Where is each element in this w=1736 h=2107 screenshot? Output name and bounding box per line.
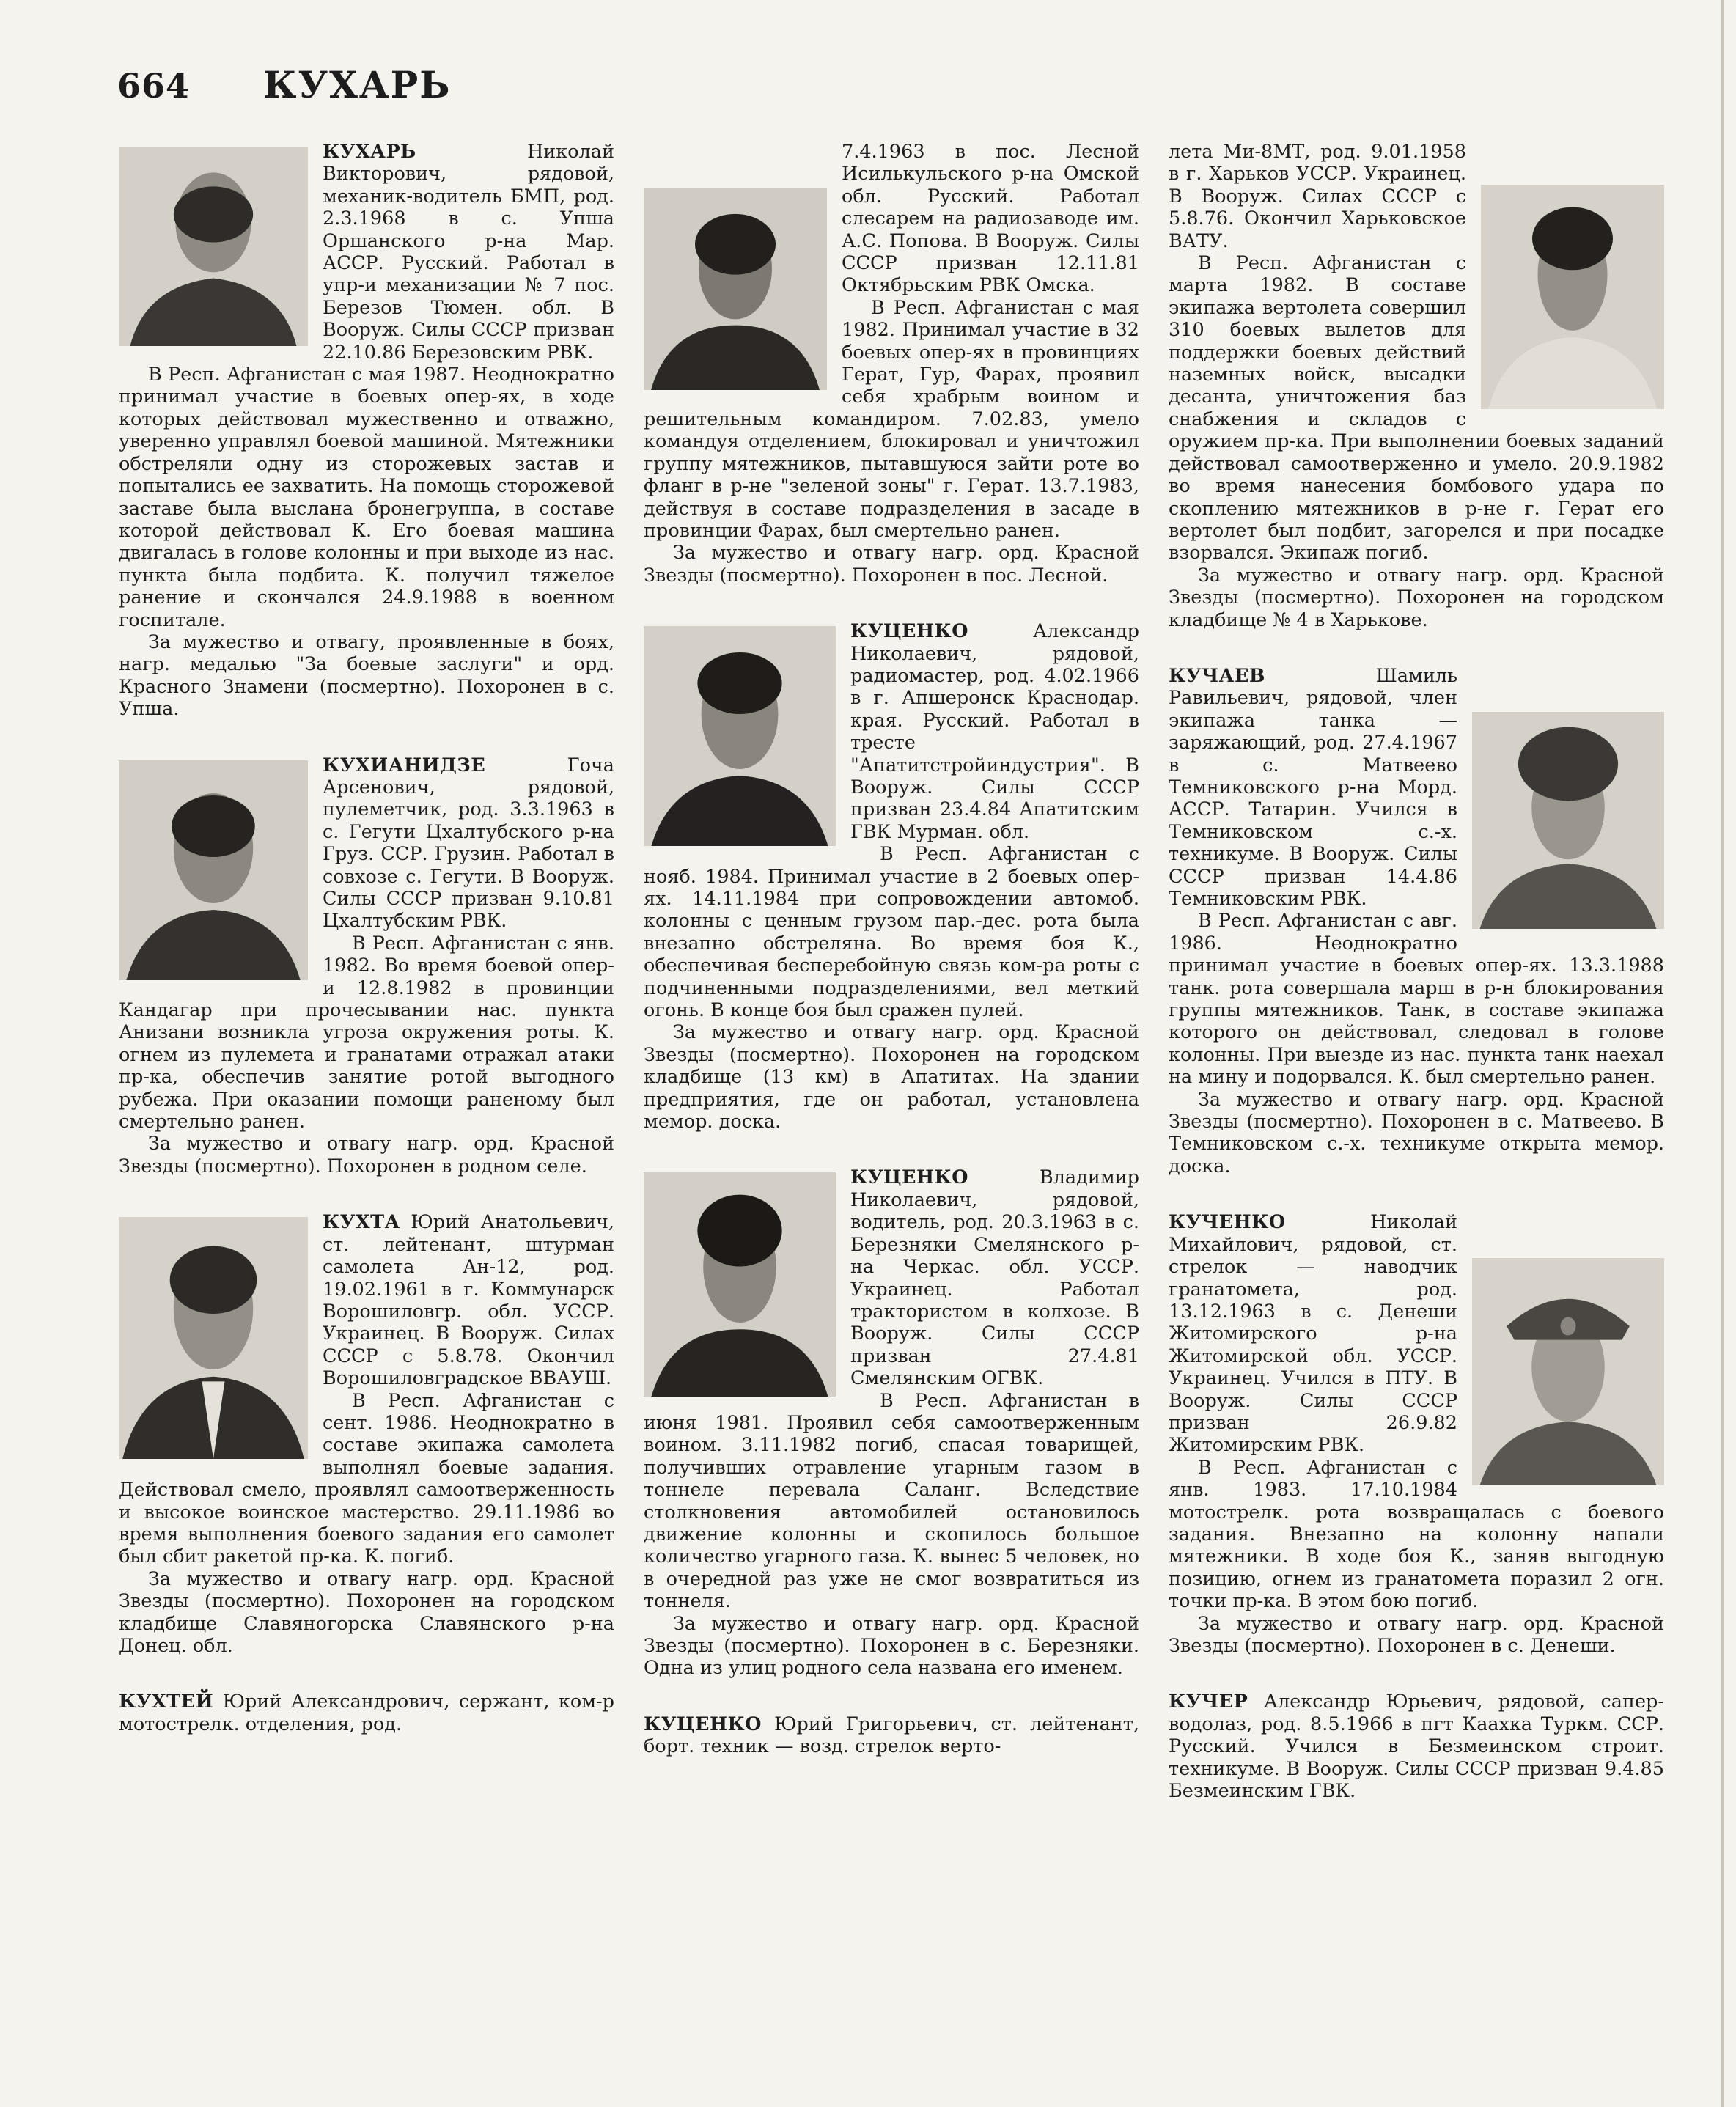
portrait-photo (119, 1217, 308, 1459)
biography-entry (644, 620, 1139, 1133)
biography-entry (119, 754, 614, 1178)
entry-paragraph: За мужество и отвагу нагр. орд. Красной Звезды (посмертно). Похоронен на городском кладбище Славяногорска Славянского р-на Донец. обл. (119, 1567, 614, 1657)
column-1 (119, 141, 614, 1769)
portrait-photo (644, 188, 827, 390)
entry-paragraph: За мужество и отвагу нагр. орд. Красной Звезды (посмертно). Похоронен в с. Матвеево. В Темниковском с.-х. техникуме открыта мемор. доска. (1169, 1088, 1664, 1177)
entry-lead: Юрий Григорьевич, ст. лейтенант, борт. техник — возд. стрелок верто- (644, 1713, 1139, 1758)
biography-entry-continued (644, 141, 1139, 586)
entry-paragraph: В Респ. Афганистан с марта 1982. В составе экипажа вертолета совершил 310 боевых вылетов для поддержки боевых действий наземных войск, высадки десанта, уничтожения баз снабжения и складов с оружием пр-ка. При выполнении боевых заданий действовал самоотверженно и умело. 20.9.1982 во время нанесения бомбового удара по скоплению мятежников в р-не г. Герат его вертолет был подбит, загорелся и при посадке взорвался. Экипаж погиб. (1169, 252, 1664, 565)
portrait-photo (1481, 185, 1664, 409)
entry-paragraph: В Респ. Афганистан с сент. 1986. Неоднократно в составе экипажа самолета выполнял боевые задания. Действовал смело, проявлял самоотверженность и высокое воинское мастерство. 29.11.1986 во время выполнения боевого задания его самолет был сбит ракетой пр-ка. К. погиб. (119, 1389, 614, 1568)
biography-entry (644, 1713, 1139, 1758)
entry-lead: Александр Юрьевич, рядовой, сапер-водолаз, род. 8.5.1966 в пгт Каахка Туркм. ССР. Русский. Учился в Безмеинском строит. техникуме. В Вооруж. Силы СССР призван 9.4.85 Безмеинским ГВК. (1169, 1691, 1664, 1803)
entry-paragraph: За мужество и отвагу нагр. орд. Красной Звезды (посмертно). Похоронен на городском кладбище (13 км) в Апатитах. На здании предприятия, где он работал, установлена мемор. доска. (644, 1021, 1139, 1133)
page-number: 664 (117, 66, 191, 106)
entry-paragraph: За мужество и отвагу нагр. орд. Красной Звезды (посмертно). Похоронен на городском кладбище № 4 в Харькове. (1169, 564, 1664, 631)
entry-paragraph: За мужество и отвагу нагр. орд. Красной Звезды (посмертно). Похоронен в с. Березняки. Одна из улиц родного села названа его именем. (644, 1612, 1139, 1680)
biography-entry (1169, 1211, 1664, 1657)
page-header (117, 63, 451, 106)
entry-lead: 7.4.1963 в пос. Лесной Исилькульского р-на Омской обл. Русский. Работал слесарем на радиозаводе им. А.С. Попова. В Вооруж. Силы СССР призван 12.11.81 Октябрьским РВК Омска. (842, 141, 1139, 297)
portrait-photo (119, 147, 308, 346)
page-edge (1721, 0, 1724, 2107)
entry-surname: КУХАРЬ (323, 141, 416, 163)
entry-paragraph: В Респ. Афганистан с мая 1987. Неоднократно принимал участие в боевых опер-ях, в ходе которых действовал мужественно и отважно, уверенно управлял боевой машиной. Мятежники обстреляли одну из сторожевых застав и попытались ее захватить. На помощь сторожевой заставе была выслана бронегруппа, в составе которой действовал К. Его боевая машина двигалась в голове колонны и при выходе из нас. пункта была подбита. К. получил тяжелое ранение и скончался 24.9.1988 в военном госпитале. (119, 364, 614, 631)
portrait-photo (119, 760, 308, 980)
entry-paragraph: За мужество и отвагу, проявленные в боях, нагр. медалью "За боевые заслуги" и орд. Красного Знамени (посмертно). Похоронен в с. Упша. (119, 630, 614, 721)
portrait-photo (644, 626, 836, 846)
entry-surname: КУЧАЕВ (1169, 664, 1265, 687)
entry-lead: Юрий Анатольевич, ст. лейтенант, штурман самолета Ан-12, род. 19.02.1961 в г. Коммунарск Ворошиловгр. обл. УССР. Украинец. В Вооруж. Силах СССР с 5.8.78. Окончил Ворошиловградское ВВАУШ. (323, 1211, 614, 1390)
entry-surname: КУХИАНИДЗЕ (323, 754, 486, 776)
biography-entry-continued (1169, 141, 1664, 631)
portrait-photo (1472, 1258, 1664, 1485)
entry-surname: КУЧЕНКО (1169, 1211, 1286, 1234)
portrait-photo (1472, 712, 1664, 929)
biography-entry (119, 141, 614, 721)
entry-paragraph: В Респ. Афганистан с авг. 1986. Неоднократно принимал участие в боевых опер-ях. 13.3.1988 танк. рота совершала марш в р-н блокирования группы мятежников. Танк, в составе экипажа которого он действовал, следовал в голове колонны. При выезде из нас. пункта танк наехал на мину и подорвался. К. был смертельно ранен. (1169, 910, 1664, 1089)
entry-surname: КУЦЕНКО (850, 1166, 968, 1189)
column-2 (644, 141, 1139, 1792)
entry-paragraph: За мужество и отвагу нагр. орд. Красной Звезды (посмертно). Похоронен в пос. Лесной. (644, 542, 1139, 586)
entry-paragraph: За мужество и отвагу нагр. орд. Красной Звезды (посмертно). Похоронен в родном селе. (119, 1133, 614, 1177)
entry-paragraph: В Респ. Афганистан с нояб. 1984. Принимал участие в 2 боевых опер-ях. 14.11.1984 при сопровождении автомоб. колонны с ценным грузом пар.-дес. рота была внезапно обстреляна. Во время боя К., обеспечивая бесперебойную связь ком-ра роты с подчиненными подразделениями, вел меткий огонь. В конце боя был сражен пулей. (644, 843, 1139, 1022)
entry-lead: Юрий Александрович, сержант, ком-р мотострелк. отделения, род. (119, 1691, 614, 1735)
running-head: КУХАРЬ (263, 63, 452, 106)
entry-surname: КУЦЕНКО (644, 1713, 762, 1735)
entry-lead: лета Ми-8МТ, род. 9.01.1958 в г. Харьков УССР. Украинец. В Вооруж. Силах СССР с 5.8.76. Окончил Харьковское ВАТУ. (1169, 141, 1466, 252)
entry-lead: Александр Николаевич, рядовой, радиомастер, род. 4.02.1966 в г. Апшеронск Краснодар. края. Русский. Работал в тресте "Апатитстройиндустрия". В Вооруж. Силы СССР призван 23.4.84 Апатитским ГВК Мурман. обл. (850, 620, 1139, 843)
entry-paragraph: В Респ. Афганистан с мая 1982. Принимал участие в 32 боевых опер-ях в провинциях Герат, Гур, Фарах, проявил себя храбрым воином и решительным командиром. 7.02.83, умело командуя отделением, блокировал и уничтожил группу мятежников, пытавшуюся зайти роте во фланг в р-не "зеленой зоны" г. Герат. 13.7.1983, действуя в составе подразделения в засаде в провинции Фарах, был смертельно ранен. (644, 296, 1139, 542)
biography-entry (1169, 665, 1664, 1177)
entry-lead: Владимир Николаевич, рядовой, водитель, род. 20.3.1963 в с. Березняки Смелянского р-на Черкас. обл. УССР. Украинец. Работал трактористом в колхозе. В Вооруж. Силы СССР призван 27.4.81 Смелянским ОГВК. (850, 1166, 1139, 1390)
entry-surname: КУЦЕНКО (850, 620, 968, 643)
biography-entry (119, 1211, 614, 1657)
entry-lead: Николай Викторович, рядовой, механик-водитель БМП, род. 2.3.1968 в с. Упша Оршанского р-на Мар. АССР. Русский. Работал в упр-и механизации № 7 пос. Березов Тюмен. обл. В Вооруж. Силы СССР призван 22.10.86 Березовским РВК. (323, 141, 614, 364)
entry-paragraph: За мужество и отвагу нагр. орд. Красной Звезды (посмертно). Похоронен в с. Денеши. (1169, 1612, 1664, 1657)
entry-lead: Николай Михайлович, рядовой, ст. стрелок — наводчик гранатомета, род. 13.12.1963 в с. Денеши Житомирского р-на Житомирской обл. УССР. Украинец. Учился в ПТУ. В Вооруж. Силы СССР призван 26.9.82 Житомирским РВК. (1169, 1211, 1457, 1457)
entry-paragraph: В Респ. Афганистан с янв. 1983. 17.10.1984 мотострелк. рота возвращалась с боевого задания. Внезапно на колонну напали мятежники. В ходе боя К., заняв выгодную позицию, огнем из гранатомета поразил 2 огн. точки пр-ка. В этом бою погиб. (1169, 1456, 1664, 1613)
entry-paragraph: В Респ. Афганистан в июня 1981. Проявил себя самоотверженным воином. 3.11.1982 погиб, спасая товарищей, получивших отравление угарным газом в тоннеле перевала Саланг. Вследствие столкновения автомобилей остановилось движение колонны и скопилось большое количество угарного газа. К. вынес 5 человек, но в очередной раз уже не смог возвратиться из тоннеля. (644, 1389, 1139, 1613)
column-3 (1169, 141, 1664, 1836)
entry-surname: КУЧЕР (1169, 1691, 1248, 1713)
entry-lead: Шамиль Равильевич, рядовой, член экипажа танка — заряжающий, род. 27.4.1967 в с. Матвеево Темниковского р-на Морд. АССР. Татарин. Учился в Темниковском с.-х. техникуме. В Вооруж. Силы СССР призван 14.4.86 Темниковским РВК. (1169, 664, 1457, 910)
biography-entry (1169, 1691, 1664, 1802)
entry-lead: Гоча Арсенович, рядовой, пулеметчик, род. 3.3.1963 в с. Гегути Цхалтубского р-на Груз. ССР. Грузин. Работал в совхозе с. Гегути. В Вооруж. Силы СССР призван 9.10.81 Цхалтубским РВК. (323, 754, 614, 933)
biography-entry (644, 1166, 1139, 1679)
entry-surname: КУХТЕЙ (119, 1691, 214, 1713)
portrait-photo (644, 1172, 836, 1397)
biography-entry (119, 1691, 614, 1735)
entry-paragraph: В Респ. Афганистан с янв. 1982. Во время боевой опер-и 12.8.1982 в провинции Кандагар при прочесывании нас. пункта Анизани возникла угроза окружения роты. К. огнем из пулемета и гранатами отражал атаки пр-ка, обеспечив занятие ротой выгодного рубежа. При оказании помощи раненому был смертельно ранен. (119, 932, 614, 1133)
entry-surname: КУХТА (323, 1211, 400, 1234)
